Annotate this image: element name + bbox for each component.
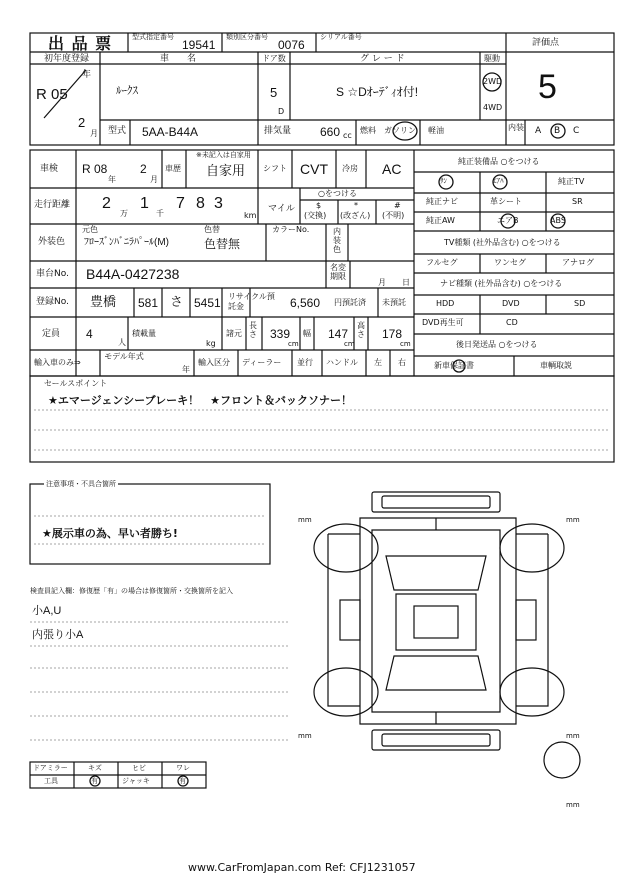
mileage-digit-5: 3 bbox=[214, 195, 223, 212]
equip-sr: SR bbox=[572, 197, 583, 206]
name-change-label: 名変期限 bbox=[330, 263, 346, 281]
int-b: B bbox=[554, 126, 561, 136]
len-value: 339 bbox=[270, 327, 291, 341]
color-label: 外装色 bbox=[38, 237, 66, 247]
disp-value: 660 bbox=[320, 125, 341, 139]
mile-opt1-sym: $ bbox=[316, 201, 322, 210]
door-label: ドア数 bbox=[262, 54, 286, 63]
inspector-line-1: 小A,U bbox=[32, 605, 62, 617]
mileage-digit-2: 1 bbox=[140, 195, 149, 212]
int-color-label: 内装色 bbox=[333, 227, 341, 254]
legend-tools-value: 有 bbox=[91, 777, 98, 785]
load-label: 積載量 bbox=[132, 329, 156, 338]
mileage-man: 万 bbox=[120, 209, 128, 218]
equip-tv: 純正TV bbox=[558, 177, 585, 186]
mm-spare: mm bbox=[566, 801, 580, 809]
inspection-value: R 08 bbox=[82, 162, 108, 176]
disp-unit: cc bbox=[343, 131, 352, 140]
navi-sd: SD bbox=[574, 299, 586, 308]
serial-label: シリアル番号 bbox=[320, 33, 362, 41]
reg-area: 豊橋 bbox=[90, 295, 117, 310]
navi-dvd: DVD bbox=[502, 299, 520, 308]
model-year-label: モデル年式 bbox=[104, 352, 144, 361]
mm-rear-right: mm bbox=[566, 732, 580, 740]
equip-airbag-circle: ｴｱﾊﾞ bbox=[493, 177, 507, 185]
mileage-digit-1: 2 bbox=[102, 195, 111, 212]
mile-opt3: (不明) bbox=[382, 211, 405, 220]
model-label: 型式 bbox=[108, 126, 127, 136]
import-label: 輸入車のみ⇒ bbox=[34, 358, 81, 367]
history-note: ※未記入は自家用 bbox=[196, 151, 251, 159]
chassis-value: B44A-0427238 bbox=[86, 266, 180, 282]
notes-text: ★展示車の為、早い者勝ち! bbox=[42, 527, 178, 540]
int-a: A bbox=[535, 126, 542, 136]
color-orig-value: ﾌﾛｰｽﾞﾝﾊﾞﾆﾗﾊﾟｰﾙ(M) bbox=[84, 237, 169, 248]
import-type-label: 輸入区分 bbox=[198, 358, 230, 367]
mm-front-left: mm bbox=[298, 516, 312, 524]
fuel-value: ガソリン bbox=[384, 126, 416, 135]
ac-value: AC bbox=[382, 161, 402, 177]
name-change-month: 月 bbox=[378, 278, 386, 287]
mileage-label: 走行距離 bbox=[34, 200, 71, 210]
capacity-unit: 人 bbox=[118, 338, 126, 347]
height-value: 178 bbox=[382, 327, 403, 341]
color-type-value: 色替無 bbox=[204, 237, 241, 251]
equip-sunroof-circle: ｻﾝ bbox=[440, 177, 447, 185]
mm-front-right: mm bbox=[566, 516, 580, 524]
equip-aw: 純正AW bbox=[426, 216, 455, 225]
model-cert-label: 型式指定番号 bbox=[132, 33, 174, 41]
later-label: 後日発送品 ○をつける bbox=[456, 340, 538, 349]
recycle-not: 未預託 bbox=[382, 298, 406, 307]
legend-tools: 工具 bbox=[44, 777, 58, 785]
len-label: 長さ bbox=[249, 321, 257, 339]
shift-label: シフト bbox=[263, 164, 287, 173]
later-manual: 車輌取説 bbox=[540, 361, 572, 370]
fuel-label: 燃料 bbox=[360, 126, 376, 135]
tv-one: ワンセグ bbox=[494, 258, 526, 267]
width-label: 幅 bbox=[303, 329, 311, 338]
navi-dvd-play: DVD再生可 bbox=[422, 318, 464, 327]
tv-label: TV種類 (社外品含む) ○をつける bbox=[444, 238, 561, 247]
height-label: 高さ bbox=[357, 321, 365, 339]
len-unit: cm bbox=[288, 340, 299, 348]
reg-kana: さ bbox=[170, 295, 184, 310]
sales-label: セールスポイント bbox=[44, 379, 108, 388]
shift-value: CVT bbox=[300, 161, 328, 177]
history-value: 自家用 bbox=[206, 164, 246, 179]
model-cert-value: 19541 bbox=[182, 38, 216, 52]
first-reg-label: 初年度登録 bbox=[44, 54, 90, 64]
legend-jack: ジャッキ bbox=[122, 777, 150, 785]
equip-abs: ABS bbox=[550, 216, 566, 225]
recycle-value: 6,560 bbox=[290, 296, 321, 310]
grade-value: S ☆Dｵｰﾃﾞｨｵ付! bbox=[336, 85, 419, 99]
name-change-day: 日 bbox=[402, 278, 410, 287]
first-reg-era: R 05 bbox=[36, 86, 68, 103]
legend-crack: ヒビ bbox=[132, 764, 146, 772]
left-label: 左 bbox=[374, 358, 382, 367]
width-unit: cm bbox=[344, 340, 355, 348]
legend-mirror: ドアミラー bbox=[33, 764, 68, 772]
ac-label: 冷房 bbox=[342, 164, 358, 173]
mile-opt3-sym: # bbox=[394, 201, 401, 210]
mileage-digit-4: 8 bbox=[196, 195, 205, 212]
reg-class: 581 bbox=[138, 296, 159, 310]
car-name-value: ﾙｰｸｽ bbox=[116, 85, 138, 97]
inspector-label: 検査員記入欄：修復歴「有」の場合は修復箇所・交換箇所を記入 bbox=[30, 587, 233, 595]
int-label: 内装 bbox=[508, 123, 524, 132]
footer-text: www.CarFromJapan.com Ref: CFJ1231057 bbox=[188, 861, 416, 874]
right-label: 右 bbox=[398, 358, 406, 367]
capacity-label: 定員 bbox=[42, 329, 61, 339]
mile-opt2-sym: * bbox=[354, 201, 358, 210]
class-value: 0076 bbox=[278, 38, 305, 52]
equip-airb: エアB bbox=[497, 216, 519, 225]
color-type-label: 色替 bbox=[204, 225, 220, 234]
reg-num: 5451 bbox=[194, 296, 221, 310]
class-label: 類別区分番号 bbox=[226, 33, 268, 41]
navi-label: ナビ種類 (社外品含む) ○をつける bbox=[440, 279, 563, 288]
load-unit: kg bbox=[206, 339, 216, 348]
inspection-month-unit: 月 bbox=[150, 175, 158, 184]
door-type: D bbox=[278, 107, 285, 116]
inspector-line-2: 内張り小A bbox=[32, 629, 84, 641]
legend-scratch: キズ bbox=[88, 764, 102, 772]
mile-label: マイル bbox=[268, 204, 295, 214]
drive-2wd: 2WD bbox=[483, 77, 503, 86]
first-reg-month: 2 bbox=[78, 115, 86, 130]
sales-text: ★エマージェンシーブレーキ！ ★フロント＆バックソナー！ bbox=[48, 394, 353, 407]
score-value: 5 bbox=[538, 68, 557, 106]
inspection-month: 2 bbox=[140, 162, 147, 176]
mileage-sen: 千 bbox=[156, 209, 164, 218]
capacity-value: 4 bbox=[86, 327, 93, 341]
height-unit: cm bbox=[400, 340, 411, 348]
dealer-label: ディーラー bbox=[242, 358, 282, 367]
first-reg-year-unit: 年 bbox=[82, 70, 92, 80]
notes-label: 注意事項・不具合箇所 bbox=[46, 480, 116, 488]
genuine-label: 純正装備品 ○をつける bbox=[458, 157, 540, 166]
first-reg-month-unit: 月 bbox=[90, 129, 98, 138]
color-no-label: カラーNo. bbox=[272, 225, 310, 234]
tv-full: フルセグ bbox=[426, 258, 458, 267]
diesel-label: 軽油 bbox=[428, 126, 444, 135]
car-diagram bbox=[314, 492, 580, 778]
model-year-unit: 年 bbox=[182, 365, 190, 374]
mm-rear-left: mm bbox=[298, 732, 312, 740]
chassis-label: 車台No. bbox=[36, 269, 69, 279]
inspection-label: 車検 bbox=[40, 164, 59, 174]
drive-4wd: 4WD bbox=[483, 103, 503, 112]
drive-label: 駆動 bbox=[484, 54, 500, 63]
reg-label: 登録No. bbox=[36, 297, 69, 307]
door-value: 5 bbox=[270, 85, 278, 100]
navi-hdd: HDD bbox=[436, 299, 455, 308]
equip-navi: 純正ナビ bbox=[426, 197, 458, 206]
dim-label: 諸元 bbox=[226, 329, 242, 338]
sheet-title: 出 品 票 bbox=[48, 34, 113, 53]
equip-leather: 革シート bbox=[490, 197, 522, 206]
disp-label: 排気量 bbox=[264, 126, 292, 136]
car-name-label: 車 名 bbox=[160, 54, 197, 64]
mileage-unit: km bbox=[244, 211, 257, 220]
mileage-digit-3: 7 bbox=[176, 195, 185, 212]
model-value: 5AA-B44A bbox=[142, 125, 199, 139]
recycle-label: リサイクル預託金 bbox=[228, 292, 275, 311]
width-value: 147 bbox=[328, 327, 349, 341]
later-warranty: 新車保証書 bbox=[434, 361, 474, 370]
parallel-label: 並行 bbox=[297, 358, 313, 367]
tv-analog: アナログ bbox=[562, 258, 594, 267]
navi-cd: CD bbox=[506, 318, 518, 327]
legend-jack-value: 有 bbox=[179, 777, 186, 785]
mile-note: ○をつける bbox=[318, 189, 357, 198]
legend-break: ワレ bbox=[176, 764, 190, 772]
color-orig-label: 元色 bbox=[82, 225, 98, 234]
inspection-year-unit: 年 bbox=[108, 175, 116, 184]
mile-opt2: (改ざん) bbox=[340, 211, 371, 220]
handle-label: ハンドル bbox=[326, 358, 358, 367]
mile-opt1: (交換) bbox=[304, 211, 327, 220]
recycle-unit: 円預託済 bbox=[334, 298, 366, 307]
int-c: C bbox=[573, 126, 580, 136]
history-label: 車歴 bbox=[165, 164, 181, 173]
grade-label: グ レ ー ド bbox=[360, 54, 405, 64]
score-label: 評価点 bbox=[532, 38, 560, 48]
